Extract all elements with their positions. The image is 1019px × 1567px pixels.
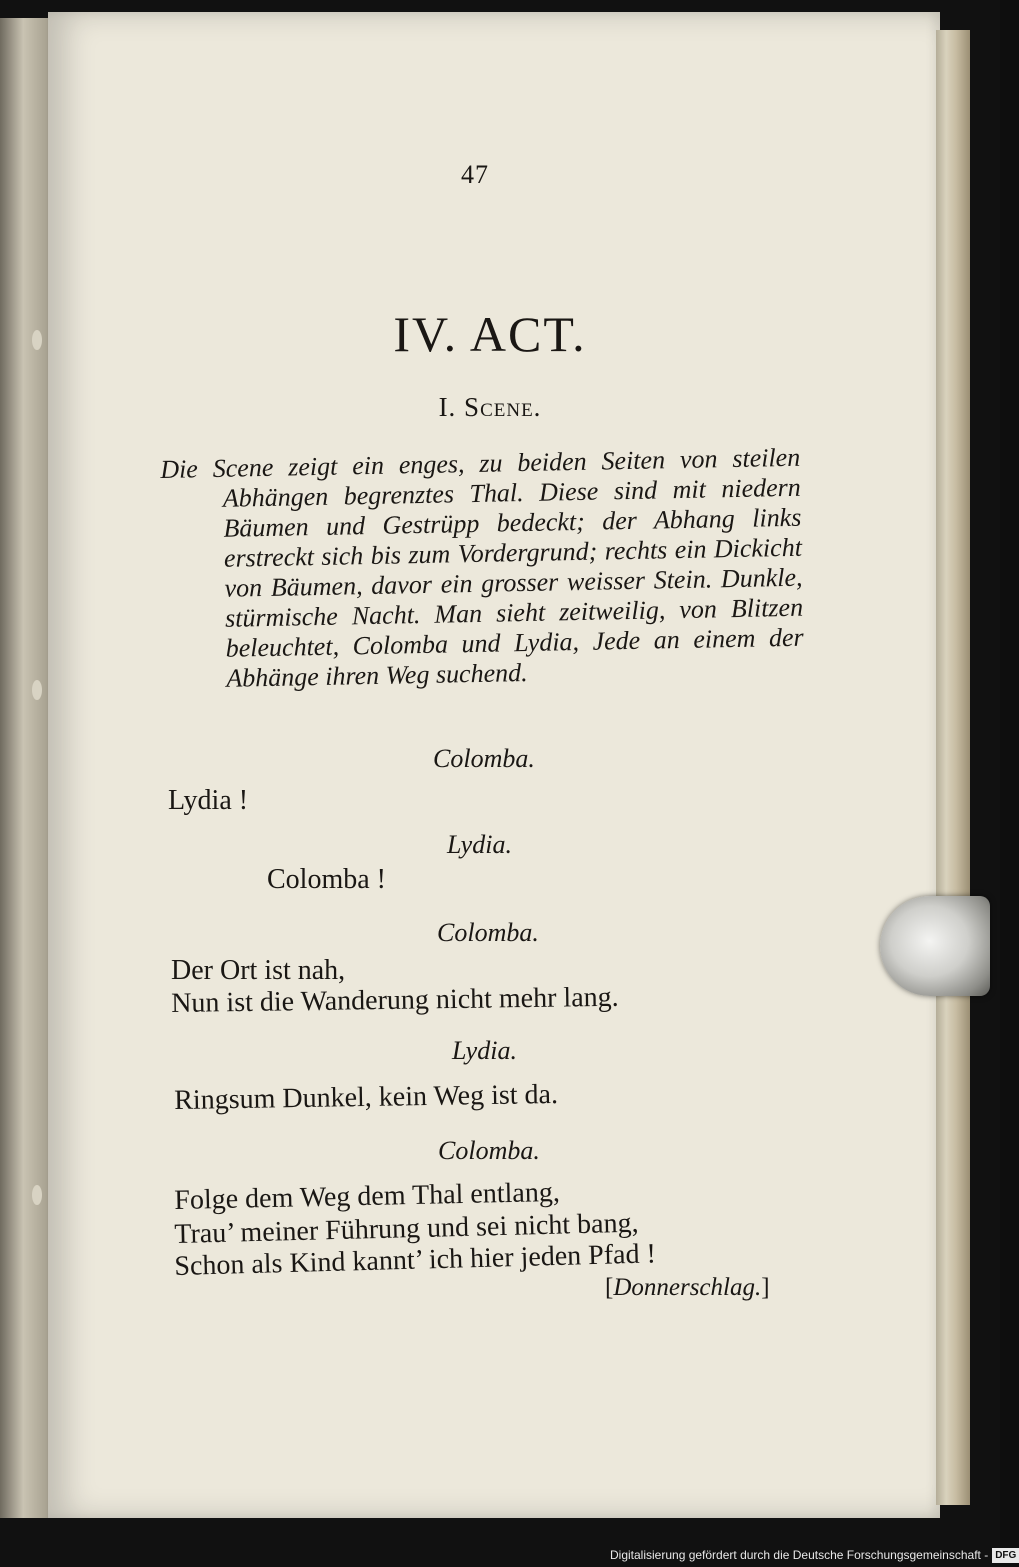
speaker-name: Colomba.	[433, 744, 535, 773]
bracket-close: ]	[761, 1274, 770, 1301]
dialogue-line: Trau’ meiner Führung und sei nicht bang,	[174, 1207, 639, 1250]
stage-direction-first-word: Die	[160, 454, 199, 484]
speaker-name: Lydia.	[452, 1036, 517, 1065]
dialogue-line: Ringsum Dunkel, kein Weg ist da.	[174, 1078, 559, 1116]
bracket-open: [	[605, 1274, 614, 1301]
direction-text: Donnerschlag.	[613, 1274, 762, 1301]
dialogue-line: Colomba !	[267, 864, 386, 895]
stage-direction-text: Scene zeigt ein enges, zu beiden Seiten von steilen Abhängen begrenztes Thal. Diese sind mit niedern Bäumen und Gestrüpp bedeckt; der Abhang links erstreckt sich bis zum Vordergrund; rechts ein Dickicht von Bäumen, davor ein grosser weisser Stein. Dunkle, stürmische Nacht. Man sieht zeitweilig, von Blitzen beleuchtet, Colomba und Lydia, Jede an einem der Abhänge ihren Weg suchend.	[212, 442, 804, 693]
scene-title: I. Scene.	[438, 392, 542, 422]
stage-direction-bracket	[605, 1274, 770, 1302]
footer-text: Digitalisierung gefördert durch die Deutsche Forschungsgemeinschaft -	[610, 1548, 989, 1562]
dialogue-line: Folge dem Weg dem Thal entlang,	[174, 1176, 561, 1216]
dfg-logo-icon: DFG	[992, 1548, 1019, 1563]
dialogue-line: Schon als Kind kannt’ ich hier jeden Pfad !	[174, 1238, 657, 1282]
speaker-name: Colomba.	[437, 918, 539, 947]
stage-direction	[160, 443, 804, 695]
digitization-footer	[610, 1544, 1017, 1567]
dialogue-line: Nun ist die Wanderung nicht mehr lang.	[171, 981, 619, 1019]
dialogue-line: Der Ort ist nah,	[171, 955, 346, 986]
act-title: IV. ACT.	[393, 306, 587, 362]
page-number: 47	[461, 160, 489, 189]
speaker-name: Lydia.	[447, 830, 512, 859]
speaker-name: Colomba.	[438, 1136, 540, 1165]
dialogue-line: Lydia !	[168, 785, 249, 816]
